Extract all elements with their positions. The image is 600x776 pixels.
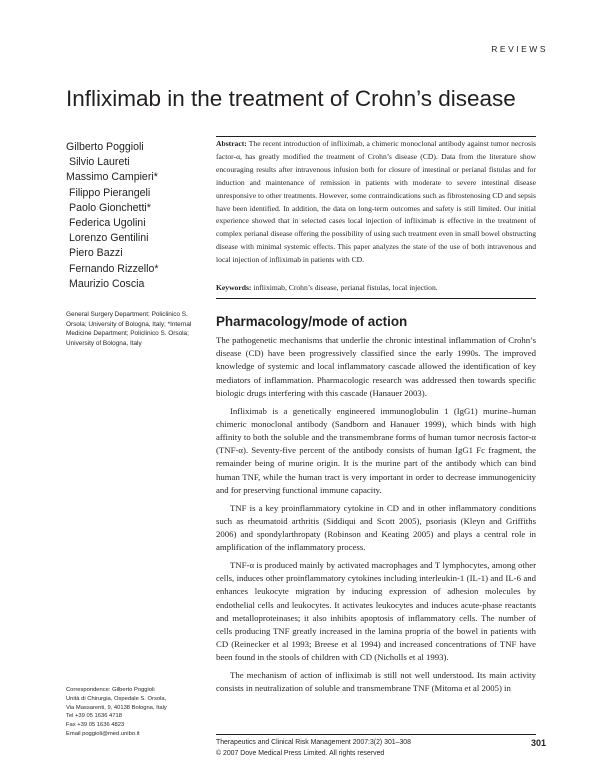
author-name: Massimo Campieri*: [66, 171, 158, 184]
author-name: Filippo Pierangeli: [69, 186, 151, 199]
correspondence-line: Tel +39 05 1636 4718: [66, 713, 122, 720]
body-paragraph: TNF-α is produced mainly by activated macrophages and T lymphocytes, among other cells, induces other proinflammatory cytokines including interleukin-1 (IL-1) and IL-6 and enhances leukocyte migration by inducing expression of adhesion molecules by endothelial cells and leukocytes. It activates leukocytes and induces acute-phase reactants and metalloproteinases; it also inhibits apoptosis of inflammatory cells. The number of cells producing TNF greatly increased in the lamina propria of the bowel in patients with CD (Reinecker et al 1993; Breese et al 1994) and increased concentrations of TNF have been found in the stools of children with CD (Nicholls et al 1993).: [216, 560, 536, 663]
correspondence-block: [66, 686, 196, 739]
footer-citation: [216, 738, 516, 759]
correspondence-line: Unità di Chirurgia, Ospedale S. Orsola,: [66, 695, 167, 702]
body-paragraph: The pathogenetic mechanisms that underlie the chronic intestinal inflammation of Crohn’s disease (CD) have been progressively classified since the early 1990s. The improved knowledge of systemic and local inflammatory cascade allowed the identification of key mediators of inflammation. Pharmacologic research was addressed then towards specific biologic drugs interfering with this cascade (Hanauer 2003).: [216, 335, 536, 398]
correspondence-line: Fax +39 05 1636 4823: [66, 722, 125, 729]
abstract-bottom-rule: [216, 298, 536, 299]
correspondence-line: Via Massarenti, 9, 40138 Bologna, Italy: [66, 704, 167, 711]
author-name: Gilberto Poggioli: [66, 141, 144, 153]
author-name: Maurizio Coscia: [69, 277, 145, 290]
abstract-top-rule: [216, 136, 536, 137]
body-paragraph: The mechanism of action of infliximab is still not well understood. Its main activity consists in neutralization of soluble and transmembrane TNF (Mitoma et al 2005) in: [216, 670, 536, 694]
journal-citation: Therapeutics and Clinical Risk Management 2007:3(2) 301–308: [216, 739, 411, 746]
abstract-label: Abstract:: [216, 139, 247, 148]
author-list: [66, 140, 206, 292]
page-number: 301: [530, 738, 546, 748]
author-name: Silvio Laureti: [69, 156, 130, 169]
abstract: [216, 138, 536, 267]
author-name: Piero Bazzi: [69, 247, 123, 260]
article-title: Infliximab in the treatment of Crohn’s disease: [66, 86, 516, 111]
keywords: [216, 282, 536, 295]
author-name: Federica Ugolini: [69, 217, 146, 230]
footer-rule: [216, 734, 536, 735]
author-affiliation: General Surgery Department; Policlinico S. Orsola; University of Bologna, Italy; *Internal Medicine Department; Policlinico S. Orsola; University of Bologna, Italy: [66, 311, 192, 347]
author-name: Fernando Rizzello*: [69, 262, 159, 275]
correspondence-line: Correspondence: Gilberto Poggioli: [66, 687, 155, 693]
section-body: [216, 334, 536, 700]
copyright-notice: © 2007 Dove Medical Press Limited. All rights reserved: [216, 749, 385, 757]
section-heading: Pharmacology/mode of action: [216, 314, 408, 329]
body-paragraph: TNF is a key proinflammatory cytokine in CD and in other inflammatory conditions such as rheumatoid arthritis (Siddiqui and Scott 2005), psoriasis (Kleyn and Griffiths 2006) and spondylarthropaty (Robinson and Keating 2005) and plays a central role in amplification of the inflammatory process.: [216, 502, 536, 553]
journal-section-label: REVIEWS: [491, 44, 548, 54]
body-paragraph: Infliximab is a genetically engineered immunoglobulin 1 (IgG1) murine–human chimeric monoclonal antibody (Sandborn and Hanauer 1999), which binds with high affinity to both the soluble and the transmembrane forms of human tumor necrosis factor-α (TNF-α). Seventy-five percent of the antibody consists of human IgG1 Fc fragment, the remainder being of murine origin. It is the murine part of the antibody which can bind human TNF, while the human tract is very important in order to decrease immunogenicity and for preserving functional immune capacity.: [216, 405, 536, 495]
author-name: Lorenzo Gentilini: [69, 232, 149, 245]
keywords-text: infliximab, Crohn’s disease, perianal fistulas, local injection.: [253, 283, 438, 292]
abstract-text: The recent introduction of infliximab, a chimeric monoclonal antibody against tumor necrosis factor-α, has greatly modified the treatment of Crohn’s disease (CD). Data from the literature show encouraging results after intravenous infusion both for closure of intestinal or perianal fistulas and for induction and maintenance of remission in patients with moderate to severe intestinal disease unresponsive to other treatments. However, some contraindications such as fibrostenosing CD and sepsis have been identified. In addition, the data on long-term outcomes and safety is still limited. Our initial experience showed that in selected cases local injection of infliximab is effective in the treatment of complex perianal disease offering the possibility of using such treatment even in small bowel obstructing disease with minimal systemic effects. This paper analyzes the state of the use of both intravenous and local injection of infliximab in patients with CD.: [216, 139, 537, 265]
keywords-label: Keywords:: [216, 283, 252, 292]
correspondence-email: Email poggioli@med.unibo.it: [66, 730, 140, 737]
author-name: Paolo Gionchetti*: [69, 201, 151, 214]
